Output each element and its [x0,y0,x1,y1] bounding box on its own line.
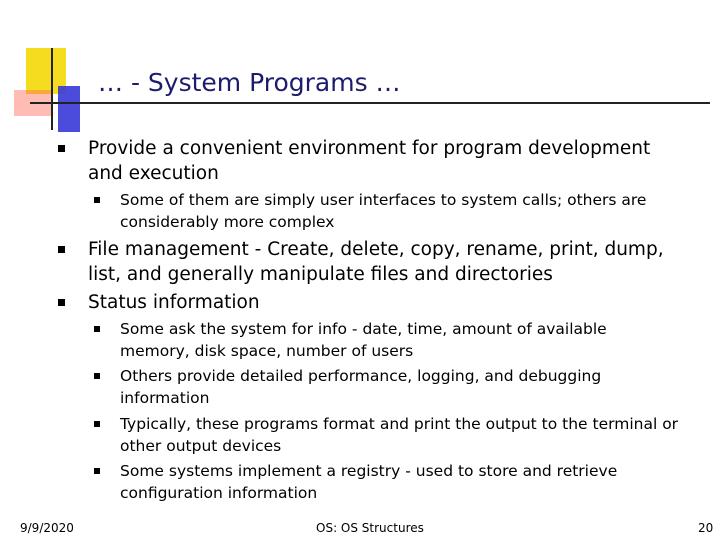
square-bullet-icon [94,197,100,203]
footer-date: 9/9/2020 [20,521,74,535]
title-underline [30,102,710,104]
bullet-item [88,136,688,186]
sub-bullet-text: Others provide detailed performance, logging, and debugging information [120,367,602,407]
sub-bullet-item [120,189,680,233]
sub-bullet-text: Some of them are simply user interfaces to system calls; others are considerably more complex [120,191,647,231]
sub-bullet-text: Some systems implement a registry - used to store and retrieve configuration information [120,462,618,502]
square-bullet-icon [94,468,100,474]
bullet-item [88,290,688,315]
square-bullet-icon [58,246,65,253]
sub-bullet-text: Some ask the system for info - date, time, amount of available memory, disk space, number of users [120,320,607,360]
square-bullet-icon [94,373,100,379]
sub-bullet-item [120,365,680,409]
square-bullet-icon [58,299,65,306]
page-number: 20 [698,521,714,535]
decor-blue-square [58,86,80,132]
sub-bullet-item [120,460,680,504]
square-bullet-icon [58,145,65,152]
sub-bullet-item [120,413,680,457]
square-bullet-icon [94,421,100,427]
sub-bullet-item [120,318,680,362]
square-bullet-icon [94,326,100,332]
sub-bullet-text: Typically, these programs format and print the output to the terminal or other output devices [120,415,679,455]
slide-title: … - System Programs … [98,68,401,97]
decor-vertical-line [51,48,53,130]
bullet-text: File management - Create, delete, copy, rename, print, dump, list, and generally manipulate files and directories [88,239,664,285]
bullet-item [88,237,688,287]
bullet-text: Status information [88,292,260,313]
bullet-text: Provide a convenient environment for program development and execution [88,138,651,184]
footer-title: OS: OS Structures [316,521,424,535]
